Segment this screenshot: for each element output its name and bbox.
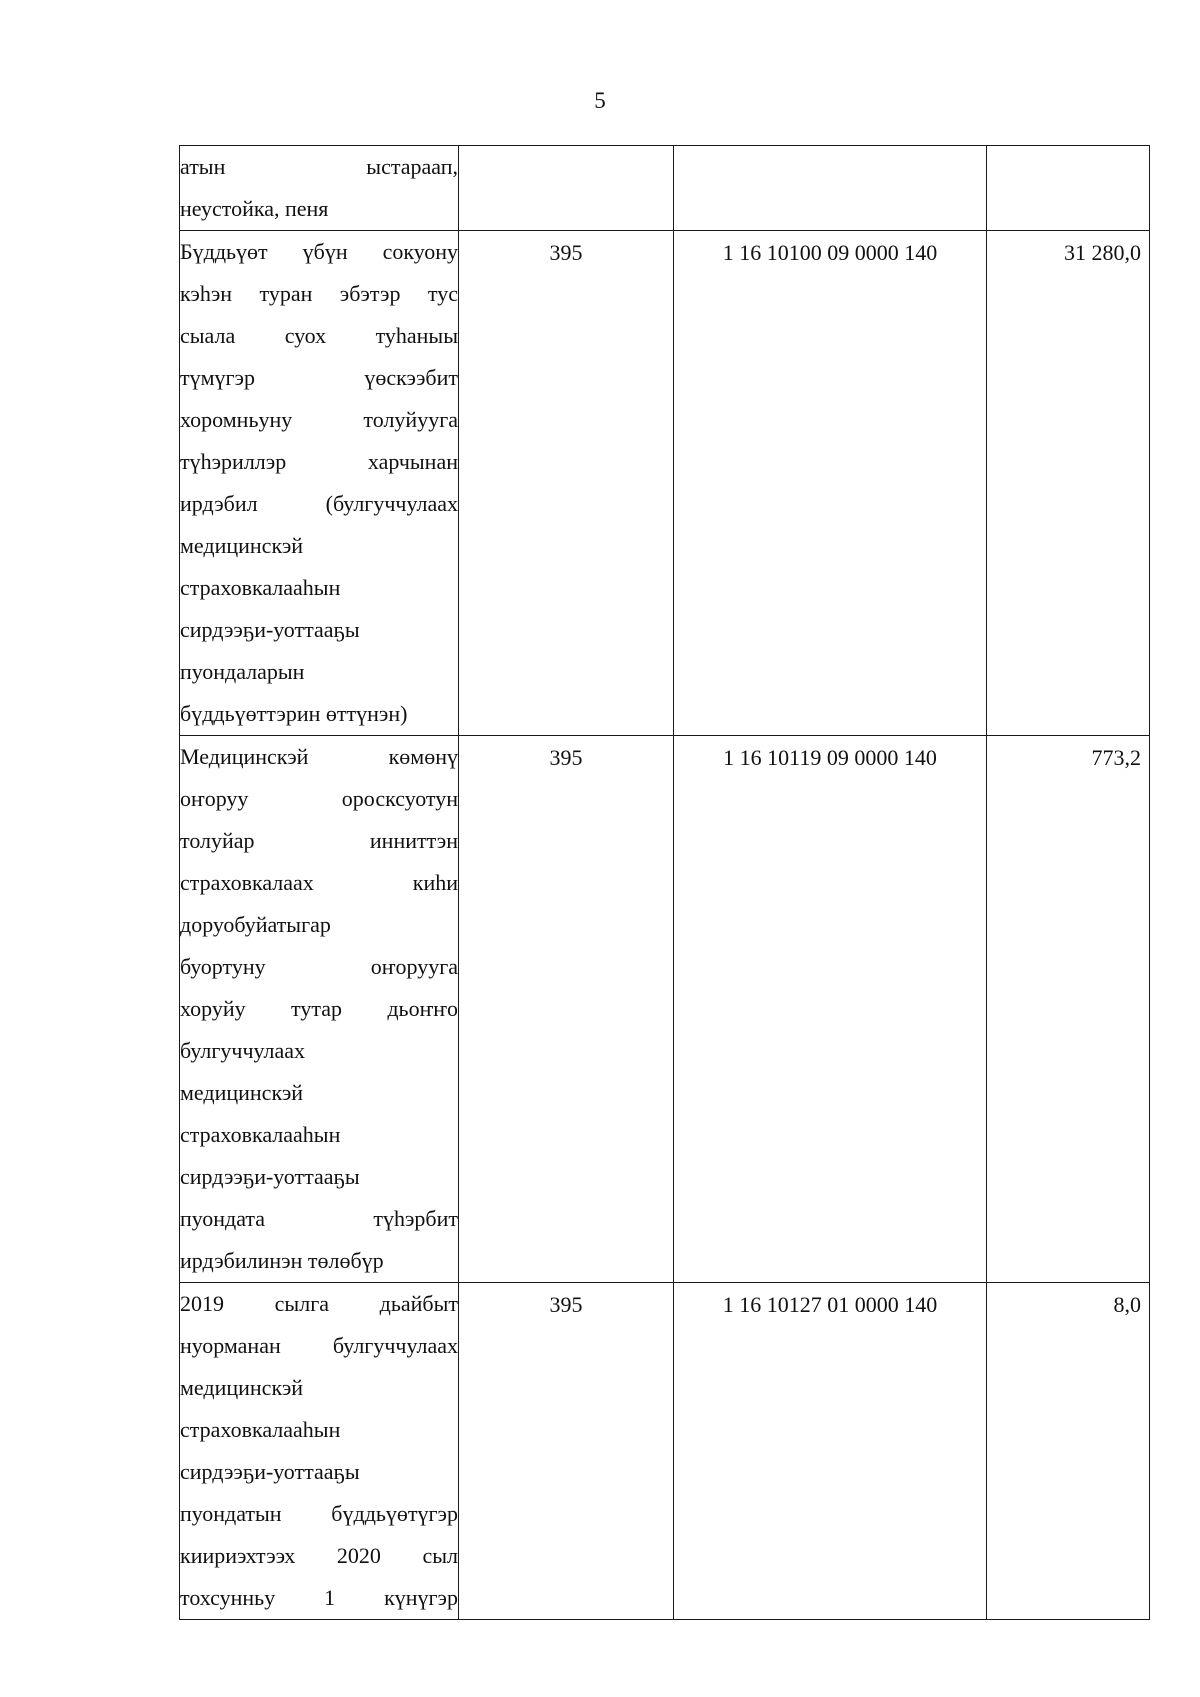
admin-code-cell [459,146,674,231]
description-line: пуондата түһэрбит [180,1206,458,1231]
description-line: пуондатын бүддьүөтүгэр [180,1501,458,1526]
description-line: оҥоруу оросксуотун [180,786,458,811]
description-line: булгуччулаах [180,1038,306,1063]
description-line: киириэхтээх 2020 сыл [180,1543,458,1568]
page-number: 5 [594,88,606,113]
description-line: түһэриллэр харчынан [180,449,458,474]
description-line: ирдэбил (булгуччулаах [180,491,458,516]
admin-code-cell: 395 [459,231,674,736]
description-line: медицинскэй [180,1080,304,1105]
description-line: сирдээҕи-уоттааҕы [180,1459,360,1484]
description-line: страховкалааһын [180,575,341,600]
description-line: доруобуйатыгар [180,912,331,937]
description-line: толуйар инниттэн [180,828,458,853]
description-line: Бүддьүөт үбүн сокуону [180,239,458,264]
table-row [180,146,1150,231]
description-line: неустойка, пеня [180,196,329,221]
description-line: пуондаларын [180,659,305,684]
amount-cell [987,146,1150,231]
description-line: бүддьүөттэрин өттүнэн) [180,701,408,726]
description-line: страховкалааһын [180,1122,341,1147]
budget-code-cell: 1 16 10127 01 0000 140 [674,1283,987,1620]
description-line: страховкалааһын [180,1417,341,1442]
description-line: нуорманан булгуччулаах [180,1333,458,1358]
revenue-table [179,145,1150,1620]
description-cell [180,736,459,1283]
description-line: страховкалаах киһи [180,870,458,895]
description-line: медицинскэй [180,1375,304,1400]
amount-cell: 31 280,0 [987,231,1150,736]
description-line: буортуну оҥорууга [180,954,458,979]
table-row [180,1283,1150,1620]
description-line: тохсунньу 1 күнүгэр [180,1585,458,1610]
table-row [180,231,1150,736]
admin-code-cell: 395 [459,736,674,1283]
description-line: медицинскэй [180,533,304,558]
budget-code-cell: 1 16 10119 09 0000 140 [674,736,987,1283]
amount-cell: 8,0 [987,1283,1150,1620]
description-line: сирдээҕи-уоттааҕы [180,1164,360,1189]
description-line: сирдээҕи-уоттааҕы [180,617,360,642]
description-line: сыала суох туһаныы [180,323,458,348]
description-cell [180,146,459,231]
table-row [180,736,1150,1283]
description-line: атын ыстараап, [180,154,458,179]
admin-code-cell: 395 [459,1283,674,1620]
description-line: хоруйу тутар дьоҥҥо [180,996,458,1021]
budget-code-cell [674,146,987,231]
budget-code-cell: 1 16 10100 09 0000 140 [674,231,987,736]
amount-cell: 773,2 [987,736,1150,1283]
description-line: кэһэн туран эбэтэр тус [180,281,458,306]
description-line: 2019 сылга дьайбыт [180,1291,458,1316]
description-line: Медицинскэй көмөнү [180,744,458,769]
description-line: хоромньуну толуйууга [180,407,458,432]
description-cell [180,1283,459,1620]
description-cell [180,231,459,736]
description-line: ирдэбилинэн төлөбүр [180,1248,384,1273]
description-line: түмүгэр үөскээбит [180,365,458,390]
